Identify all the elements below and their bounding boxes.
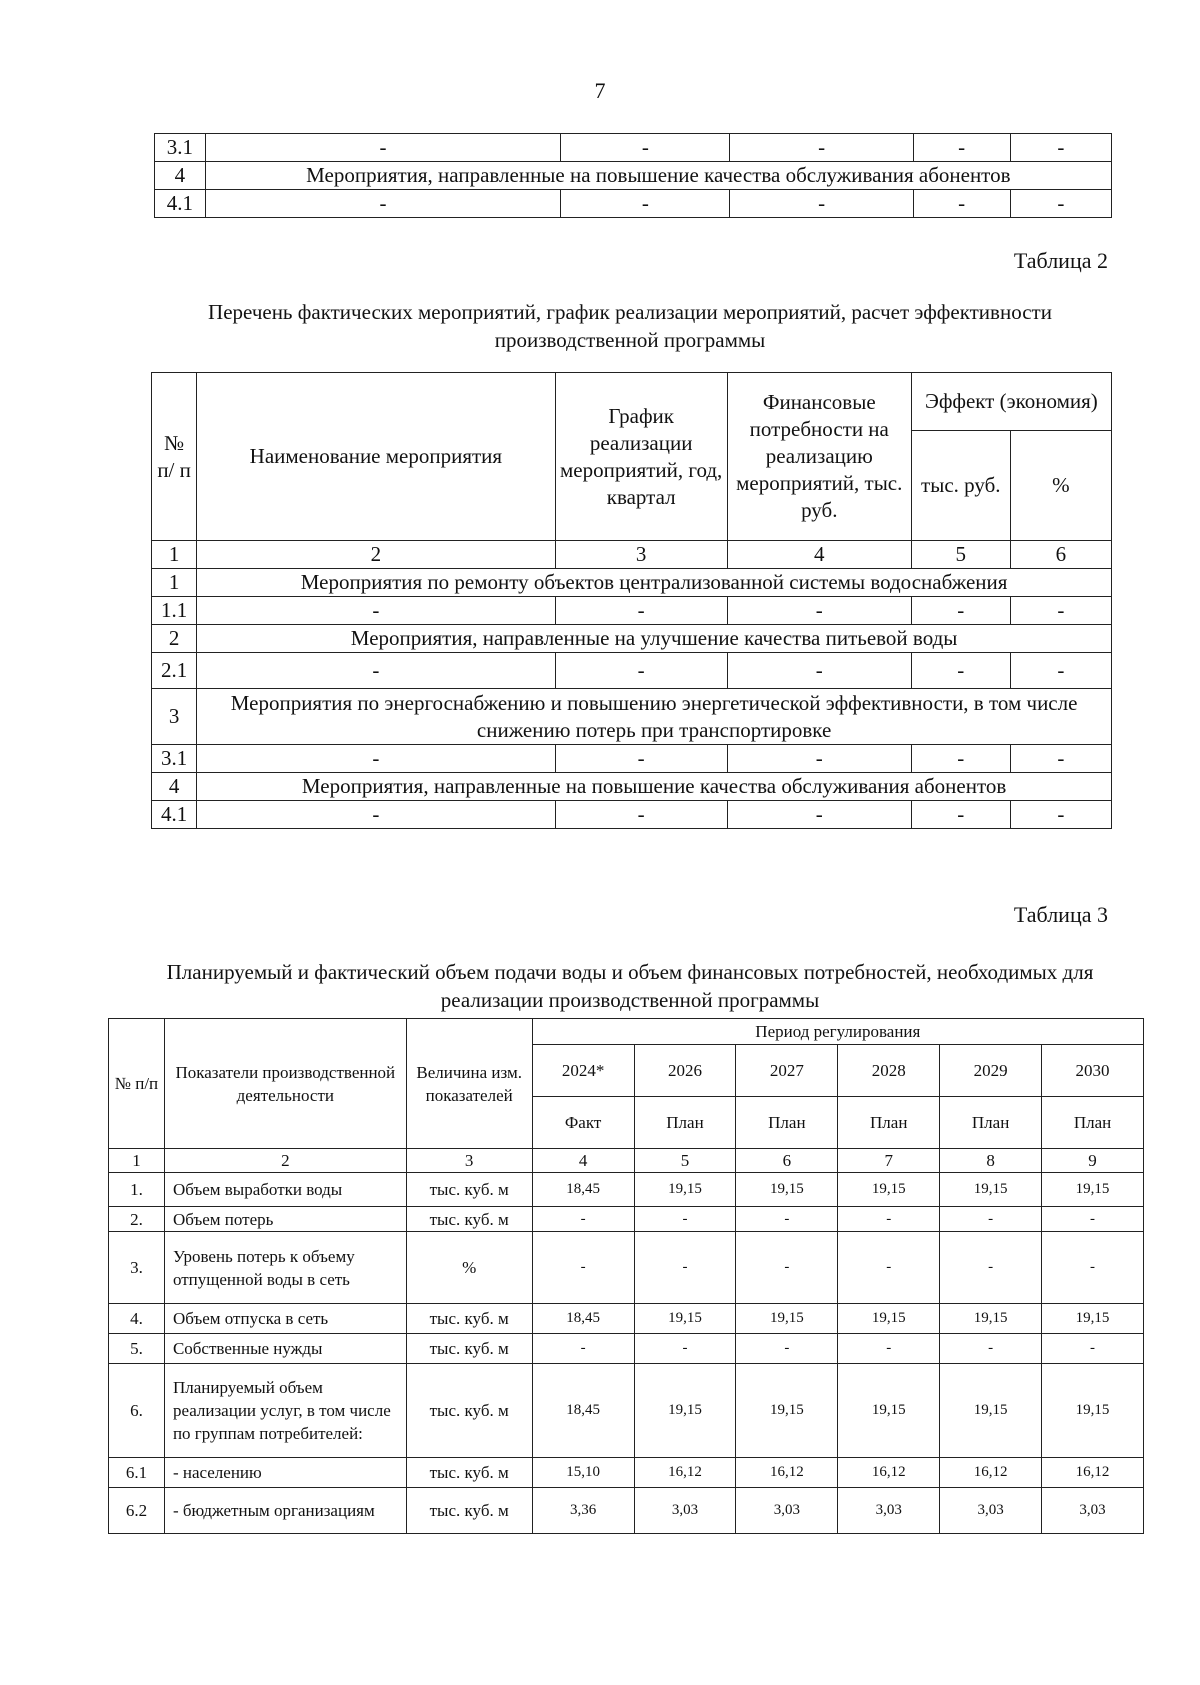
t3-indicator-name: Объем отпуска в сеть: [164, 1304, 406, 1334]
t3-value: -: [736, 1207, 838, 1232]
t3-column-number: 6: [736, 1149, 838, 1173]
t3-indicator-name: Объем потерь: [164, 1207, 406, 1232]
t2-cell: -: [555, 745, 727, 773]
t3-row-number: 1.: [109, 1173, 165, 1207]
t3-unit: тыс. куб. м: [406, 1207, 532, 1232]
t3-header-kind: Факт: [532, 1097, 634, 1149]
t3-value: 19,15: [838, 1173, 940, 1207]
t3-row-number: 6.: [109, 1364, 165, 1458]
t3-value: 19,15: [838, 1304, 940, 1334]
t3-row: [109, 1364, 1144, 1458]
t2-cell: -: [197, 597, 555, 625]
t1-row: [155, 134, 1112, 162]
t3-header-year: 2027: [736, 1045, 838, 1097]
t3-row-number: 4.: [109, 1304, 165, 1334]
t2-cell: -: [727, 653, 911, 689]
t2-cell: -: [197, 801, 555, 829]
t2-header-finance: Финансовые потребности на реализацию мероприятий, тыс. руб.: [727, 373, 911, 541]
t3-column-number: 4: [532, 1149, 634, 1173]
t3-value: 3,03: [736, 1488, 838, 1534]
t3-column-number: 1: [109, 1149, 165, 1173]
t2-cell: -: [555, 801, 727, 829]
t3-value: 3,03: [1042, 1488, 1144, 1534]
t3-header-kind: План: [634, 1097, 736, 1149]
t3-row: [109, 1173, 1144, 1207]
t3-row: [109, 1304, 1144, 1334]
t3-value: 19,15: [1042, 1304, 1144, 1334]
t2-row-number: 2.1: [152, 653, 197, 689]
t3-column-number: 2: [164, 1149, 406, 1173]
t3-indicator-name: - населению: [164, 1458, 406, 1488]
t3-header-kind: План: [1042, 1097, 1144, 1149]
t2-cell: -: [911, 801, 1010, 829]
t2-header-num: № п/ п: [152, 373, 197, 541]
t3-unit: %: [406, 1232, 532, 1304]
t3-value: -: [532, 1334, 634, 1364]
t2-header-effect-pct: %: [1010, 431, 1111, 541]
t3-value: 19,15: [1042, 1173, 1144, 1207]
t2-row: [152, 745, 1112, 773]
t3-row-number: 6.2: [109, 1488, 165, 1534]
t1-cell: -: [730, 134, 913, 162]
t3-header-year: 2030: [1042, 1045, 1144, 1097]
table-3: [108, 1018, 1144, 1534]
t1-cell: -: [1010, 190, 1111, 218]
t3-row: [109, 1232, 1144, 1304]
t3-column-number: 7: [838, 1149, 940, 1173]
t2-column-number: 4: [727, 541, 911, 569]
t3-value: 19,15: [634, 1173, 736, 1207]
t2-row: [152, 597, 1112, 625]
t1-cell: -: [913, 134, 1010, 162]
t3-unit: тыс. куб. м: [406, 1488, 532, 1534]
t3-value: -: [940, 1207, 1042, 1232]
t2-cell: -: [1010, 597, 1111, 625]
table-2-caption: Таблица 2: [1013, 248, 1108, 273]
t3-row: [109, 1207, 1144, 1232]
t3-value: 19,15: [940, 1173, 1042, 1207]
t3-header-year: 2028: [838, 1045, 940, 1097]
t2-cell: -: [727, 801, 911, 829]
t2-header-effect-rub: тыс. руб.: [911, 431, 1010, 541]
t1-cell: -: [913, 190, 1010, 218]
t1-cell: -: [205, 134, 561, 162]
t3-value: -: [838, 1334, 940, 1364]
t3-value: -: [838, 1207, 940, 1232]
t2-cell: -: [1010, 745, 1111, 773]
t3-value: 19,15: [940, 1304, 1042, 1334]
t3-value: 19,15: [838, 1364, 940, 1458]
page-number: 7: [594, 78, 606, 103]
t2-cell: -: [555, 653, 727, 689]
t3-row-number: 3.: [109, 1232, 165, 1304]
t3-header-year: 2026: [634, 1045, 736, 1097]
t3-indicator-name: Объем выработки воды: [164, 1173, 406, 1207]
t1-cell: -: [561, 134, 730, 162]
t2-row-number: 4: [152, 773, 197, 801]
t3-value: -: [838, 1232, 940, 1304]
t2-row: [152, 801, 1112, 829]
t3-header-year: 2029: [940, 1045, 1042, 1097]
t2-column-number: 3: [555, 541, 727, 569]
t3-column-number: 9: [1042, 1149, 1144, 1173]
t3-value: 3,03: [634, 1488, 736, 1534]
t2-row: [152, 773, 1112, 801]
t3-value: 19,15: [1042, 1364, 1144, 1458]
t2-cell: -: [911, 745, 1010, 773]
t3-row: [109, 1334, 1144, 1364]
t3-value: -: [634, 1207, 736, 1232]
t2-header-effect: Эффект (экономия): [911, 373, 1111, 431]
t2-column-number: 6: [1010, 541, 1111, 569]
t2-row: [152, 689, 1112, 745]
t3-value: -: [736, 1334, 838, 1364]
t3-header-num: № п/п: [109, 1019, 165, 1149]
t3-value: -: [1042, 1232, 1144, 1304]
t1-row: [155, 162, 1112, 190]
t2-row: [152, 653, 1112, 689]
t3-indicator-name: - бюджетным организациям: [164, 1488, 406, 1534]
t3-unit: тыс. куб. м: [406, 1173, 532, 1207]
t3-header-year: 2024*: [532, 1045, 634, 1097]
t3-value: 3,36: [532, 1488, 634, 1534]
t3-value: -: [940, 1232, 1042, 1304]
t2-cell: -: [197, 653, 555, 689]
t2-row-number: 3.1: [152, 745, 197, 773]
t2-row: [152, 569, 1112, 597]
t3-value: -: [532, 1232, 634, 1304]
t3-value: 19,15: [736, 1173, 838, 1207]
t3-header-kind: План: [736, 1097, 838, 1149]
t3-unit: тыс. куб. м: [406, 1334, 532, 1364]
t3-indicator-name: Собственные нужды: [164, 1334, 406, 1364]
t2-section-title: Мероприятия по ремонту объектов централизованной системы водоснабжения: [197, 569, 1112, 597]
t3-value: 18,45: [532, 1173, 634, 1207]
t2-row-number: 1: [152, 569, 197, 597]
t2-row-number: 4.1: [152, 801, 197, 829]
t3-value: 19,15: [634, 1364, 736, 1458]
t3-row-number: 5.: [109, 1334, 165, 1364]
t2-section-title: Мероприятия, направленные на улучшение качества питьевой воды: [197, 625, 1112, 653]
t3-value: 15,10: [532, 1458, 634, 1488]
t3-value: -: [634, 1334, 736, 1364]
t2-cell: -: [1010, 653, 1111, 689]
t3-header-unit: Величина изм. показателей: [406, 1019, 532, 1149]
t3-value: 3,03: [940, 1488, 1042, 1534]
t1-cell: -: [561, 190, 730, 218]
t1-row-number: 4: [155, 162, 206, 190]
t2-section-title: Мероприятия по энергоснабжению и повышению энергетической эффективности, в том числе снижению потерь при транспортировке: [197, 689, 1112, 745]
t3-column-number: 8: [940, 1149, 1042, 1173]
table-3-caption: Таблица 3: [1013, 902, 1108, 927]
t3-value: 3,03: [838, 1488, 940, 1534]
t2-header-schedule: График реализации мероприятий, год, квартал: [555, 373, 727, 541]
t1-row: [155, 190, 1112, 218]
t3-header-indicator: Показатели производственной деятельности: [164, 1019, 406, 1149]
t3-value: 19,15: [940, 1364, 1042, 1458]
t2-row-number: 2: [152, 625, 197, 653]
t3-value: -: [532, 1207, 634, 1232]
t1-row-number: 4.1: [155, 190, 206, 218]
t3-value: 16,12: [940, 1458, 1042, 1488]
t3-header-kind: План: [838, 1097, 940, 1149]
t3-value: -: [736, 1232, 838, 1304]
t3-value: 18,45: [532, 1304, 634, 1334]
t2-cell: -: [911, 653, 1010, 689]
t3-row-number: 2.: [109, 1207, 165, 1232]
t3-value: 19,15: [736, 1364, 838, 1458]
t3-value: -: [1042, 1334, 1144, 1364]
t3-column-number: 3: [406, 1149, 532, 1173]
t3-unit: тыс. куб. м: [406, 1458, 532, 1488]
t2-column-number: 5: [911, 541, 1010, 569]
t3-unit: тыс. куб. м: [406, 1304, 532, 1334]
t2-cell: -: [911, 597, 1010, 625]
t3-indicator-name: Планируемый объем реализации услуг, в том числе по группам потребителей:: [164, 1364, 406, 1458]
t1-row-number: 3.1: [155, 134, 206, 162]
table-3-title: Планируемый и фактический объем подачи воды и объем финансовых потребностей, необходимых для реализации производственной программы: [166, 960, 1094, 1012]
t2-cell: -: [555, 597, 727, 625]
t3-value: 18,45: [532, 1364, 634, 1458]
t3-value: 16,12: [838, 1458, 940, 1488]
t2-cell: -: [197, 745, 555, 773]
t2-column-number: 2: [197, 541, 555, 569]
t3-row-number: 6.1: [109, 1458, 165, 1488]
t3-value: 19,15: [736, 1304, 838, 1334]
t2-row-number: 1.1: [152, 597, 197, 625]
t2-cell: -: [727, 597, 911, 625]
t2-cell: -: [1010, 801, 1111, 829]
t3-indicator-name: Уровень потерь к объему отпущенной воды в сеть: [164, 1232, 406, 1304]
t3-unit: тыс. куб. м: [406, 1364, 532, 1458]
t2-row: [152, 625, 1112, 653]
table-2-title: Перечень фактических мероприятий, график реализации мероприятий, расчет эффективности производственной программы: [208, 300, 1052, 352]
t2-row-number: 3: [152, 689, 197, 745]
table-1-continuation: [154, 133, 1112, 218]
t3-value: 16,12: [1042, 1458, 1144, 1488]
t3-value: 16,12: [736, 1458, 838, 1488]
t3-value: -: [1042, 1207, 1144, 1232]
t1-cell: -: [730, 190, 913, 218]
t1-cell: -: [205, 190, 561, 218]
t3-value: -: [940, 1334, 1042, 1364]
t3-row: [109, 1458, 1144, 1488]
t3-value: 16,12: [634, 1458, 736, 1488]
t2-section-title: Мероприятия, направленные на повышение качества обслуживания абонентов: [197, 773, 1112, 801]
t3-header-period: Период регулирования: [532, 1019, 1143, 1045]
t1-section-title: Мероприятия, направленные на повышение качества обслуживания абонентов: [205, 162, 1111, 190]
table-2: [151, 372, 1112, 829]
t3-row: [109, 1488, 1144, 1534]
t2-cell: -: [727, 745, 911, 773]
t3-value: 19,15: [634, 1304, 736, 1334]
t1-cell: -: [1010, 134, 1111, 162]
t3-header-kind: План: [940, 1097, 1042, 1149]
t3-column-number: 5: [634, 1149, 736, 1173]
t2-column-number: 1: [152, 541, 197, 569]
t2-header-name: Наименование мероприятия: [197, 373, 555, 541]
t3-value: -: [634, 1232, 736, 1304]
